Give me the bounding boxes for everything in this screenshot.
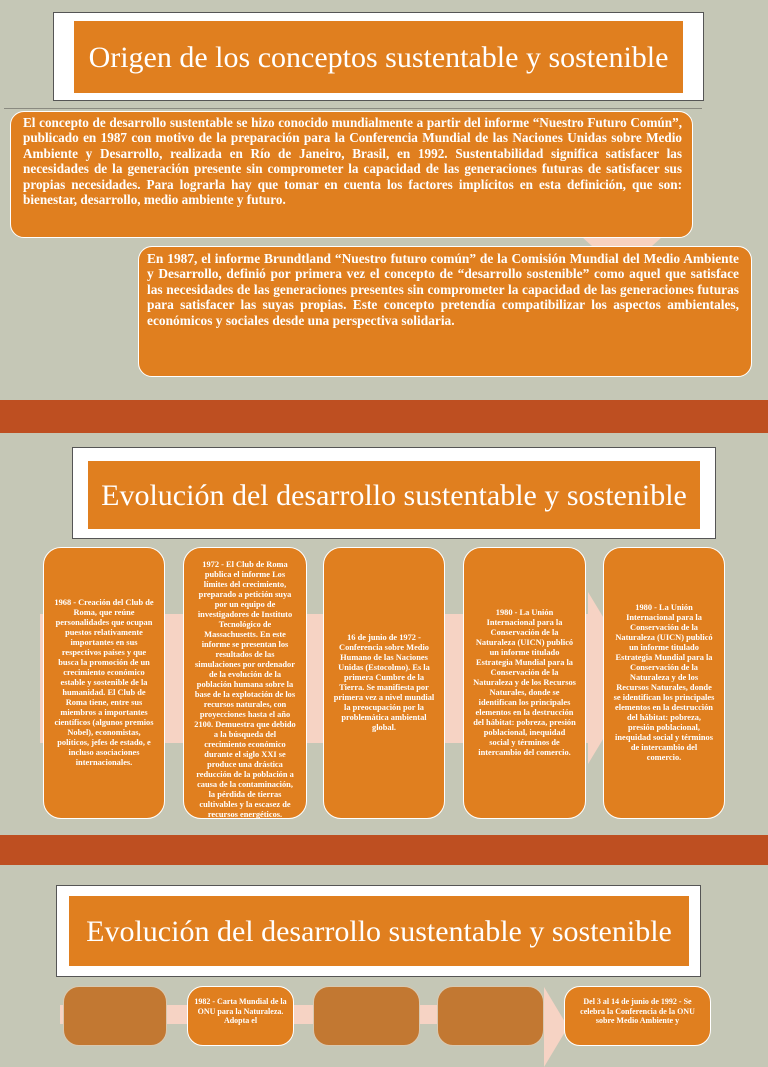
title-frame xyxy=(53,12,704,101)
timeline-card-4 xyxy=(437,986,544,1046)
card-text: 1980 - La Unión Internacional para la Conservación de la Naturaleza (UICN) publicó un informe titulado Estrategia Mundial para la Conservación de la Naturaleza y de los Recursos Naturales, donde se identifican los principales elementos en la destrucción del hábitat: pobreza, presión poblacional, inequidad social y términos de intercambio del comercio. xyxy=(613,603,715,762)
card-text: 1972 - El Club de Roma publica el informe Los límites del crecimiento, preparado a petición suya por un equipo de investigadores de Instituto Tecnológico de Massachusetts. En este informe se presentan los resultados de las simulaciones por ordenador de la evolución de la población humana sobre la base de la explotación de los recursos naturales, con proyecciones hasta el año 2100. Demuestra que debido a la búsqueda del crecimiento económico durante el siglo XXI se produce una drástica reducción de la población a causa de la contaminación, la pérdida de tierras cultivables y la escasez de recursos energéticos. xyxy=(194,560,296,819)
paragraph-1-text: El concepto de desarrollo sustentable se hizo conocido mundialmente a partir del informe “Nuestro Futuro Común”, publicado en 1987 con motivo de la preparación para la Conferencia Mundial de las Naciones Unidas sobre Medio Ambiente y Desarrollo, realizada en Río de Janeiro, Brasil, en 1992. Sustentabilidad significa satisfacer las necesidades de la generación presente sin comprometer la capacidad de las generaciones futuras de satisfacer sus propias necesidades. Para lograrla hay que tomar en cuenta los factores implícitos en esta definición, que son: bienestar, desarrollo, medio ambiente y futuro. xyxy=(23,115,682,208)
paragraph-box-1 xyxy=(10,111,693,238)
slide-title xyxy=(74,21,683,93)
title-frame xyxy=(56,885,701,977)
slide-title xyxy=(88,461,700,529)
slide-evolucion-1 xyxy=(0,433,768,835)
timeline-card-1972-estocolmo xyxy=(323,547,445,819)
card-text: 16 de junio de 1972 - Conferencia sobre Medio Humano de las Naciones Unidas (Estocolmo). Es la primera Cumbre de la Tierra. Se manifiesta por primera vez a nivel mundial la preocupación por la problemática ambiental global. xyxy=(333,633,435,732)
slide-title xyxy=(69,896,689,966)
slide-origen xyxy=(0,0,768,400)
timeline-card-1982 xyxy=(187,986,294,1046)
timeline-card-1972 xyxy=(183,547,307,819)
timeline-card-1968 xyxy=(43,547,165,819)
separator-band xyxy=(0,835,768,865)
title-frame xyxy=(72,447,716,539)
card-text: 1982 - Carta Mundial de la ONU para la Naturaleza. Adopta el xyxy=(194,997,287,1026)
slide-evolucion-2 xyxy=(0,865,768,1024)
card-text: Del 3 al 14 de junio de 1992 - Se celebra la Conferencia de la ONU sobre Medio Ambiente y xyxy=(580,997,695,1026)
slide-title-text: Evolución del desarrollo sustentable y sostenible xyxy=(86,914,672,948)
timeline-card-1992 xyxy=(564,986,711,1046)
card-text: 1980 - La Unión Internacional para la Conservación de la Naturaleza (UICN) publicó un informe titulado Estrategia Mundial para la Conservación de la Naturaleza y de los Recursos Naturales, donde se identifican los principales elementos en la destrucción del hábitat: pobreza, presión poblacional, inequidad social y términos de intercambio del comercio. xyxy=(473,608,576,757)
timeline-card-1980 xyxy=(463,547,586,819)
divider xyxy=(4,108,702,109)
slide-title-text: Evolución del desarrollo sustentable y sostenible xyxy=(101,478,687,512)
card-text: 1968 - Creación del Club de Roma, que reúne personalidades que ocupan puestos relativamente importantes en sus respectivos países y que busca la promoción de un crecimiento económico estable y sostenible de la humanidad. El Club de Roma tiene, entre sus miembros a importantes científicos (algunos premios Nobel), economistas, políticos, jefes de estado, e incluso asociaciones internacionales. xyxy=(54,598,154,767)
paragraph-box-2 xyxy=(138,246,752,377)
separator-band xyxy=(0,400,768,433)
timeline-card-1980-b xyxy=(603,547,725,819)
timeline-card-1 xyxy=(63,986,167,1046)
timeline-card-3 xyxy=(313,986,420,1046)
paragraph-2-text: En 1987, el informe Brundtland “Nuestro futuro común” de la Comisión Mundial del Medio Ambiente y Desarrollo, definió por primera vez el concepto de “desarrollo sostenible” como aquel que satisface las necesidades de las generaciones presentes sin comprometer la capacidad de las generaciones futuras para satisfacer las suyas propias. Este concepto pretendía compatibilizar los aspectos ambientales, económicos y sociales desde una perspectiva solidaria. xyxy=(147,251,739,328)
slide-title-text: Origen de los conceptos sustentable y sostenible xyxy=(88,40,669,74)
